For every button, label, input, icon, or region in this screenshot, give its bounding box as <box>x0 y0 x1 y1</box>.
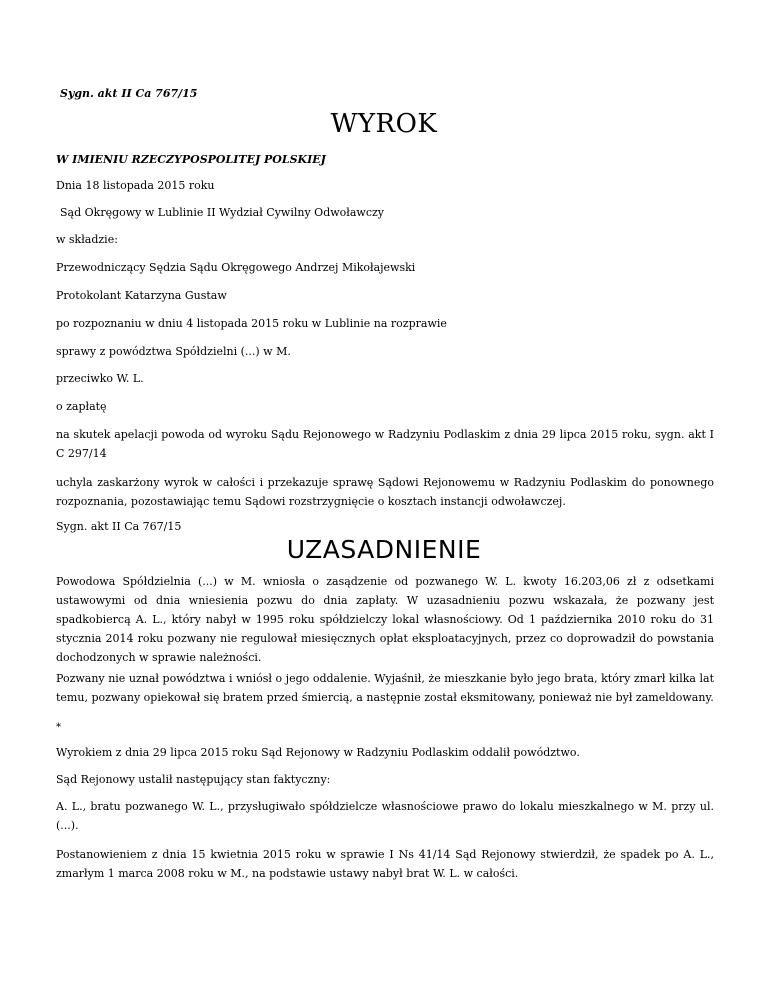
justification-paragraph: Postanowieniem z dnia 15 kwietnia 2015 roku w sprawie I Ns 41/14 Sąd Rejonowy stwierdził, że spadek po A. L., zmarłym 1 marca 2008 roku w M., na podstawie ustawy nabył brat W. L. w całości. <box>56 848 714 880</box>
court-name: Sąd Okręgowy w Lublinie II Wydział Cywilny Odwoławczy <box>60 206 384 219</box>
justification-paragraph: A. L., bratu pozwanego W. L., przysługiwało spółdzielcze własnościowe prawo do lokalu mieszkalnego w M. przy ul. (...). <box>56 800 714 832</box>
justification-paragraph: Powodowa Spółdzielnia (...) w M. wniosła o zasądzenie od pozwanego W. L. kwoty 16.203,06 zł z odsetkami ustawowymi od dnia wniesienia pozwu do dnia zapłaty. W uzasadnieniu pozwu wskazała, że pozwany jest spadkobiercą A. L., który nabył w 1995 roku spółdzielczy lokal własnościowy. Od 1 października 2010 roku do 31 stycznia 2014 roku pozwany nie regulował miesięcznych opłat eksploatacyjnych, przez co doprowadził do powstania dochodzonych w sprawie należności. <box>56 575 714 664</box>
ruling-text: uchyla zaskarżony wyrok w całości i przekazuje sprawę Sądowi Rejonowemu w Radzyniu Podlaskim do ponownego rozpoznania, pozostawiając temu Sądowi rozstrzygnięcie o kosztach instancji odwoławczej. <box>56 476 714 508</box>
verdict-title: WYROK <box>330 109 438 139</box>
clerk: Protokolant Katarzyna Gustaw <box>56 289 227 302</box>
case-signature-top: Sygn. akt II Ca 767/15 <box>60 87 198 100</box>
justification-paragraph: Pozwany nie uznał powództwa i wniósł o jego oddalenie. Wyjaśnił, że mieszkanie było jego brata, który zmarł kilka lat temu, pozwany opiekował się bratem przed śmiercią, a następnie został eksmitowany, ponieważ nie był zameldowany. <box>56 672 714 704</box>
justification-paragraph: Wyrokiem z dnia 29 lipca 2015 roku Sąd Rejonowy w Radzyniu Podlaskim oddalił powództwo. <box>56 746 580 759</box>
justification-title: UZASADNIENIE <box>286 535 482 564</box>
composition-label: w składzie: <box>56 233 118 246</box>
verdict-date: Dnia 18 listopada 2015 roku <box>56 179 215 192</box>
presiding-judge: Przewodniczący Sędzia Sądu Okręgowego Andrzej Mikołajewski <box>56 261 416 274</box>
justification-paragraph: Sąd Rejonowy ustalił następujący stan faktyczny: <box>56 773 331 786</box>
case-signature-justification: Sygn. akt II Ca 767/15 <box>56 520 182 533</box>
in-the-name-heading: W IMIENIU RZECZYPOSPOLITEJ POLSKIEJ <box>56 153 326 166</box>
case-plaintiff: sprawy z powództwa Spółdzielni (...) w M. <box>56 345 291 358</box>
hearing-info: po rozpoznaniu w dniu 4 listopada 2015 roku w Lublinie na rozprawie <box>56 317 447 330</box>
section-separator: * <box>56 722 61 733</box>
case-subject: o zapłatę <box>56 400 107 413</box>
appeal-info: na skutek apelacji powoda od wyroku Sądu Rejonowego w Radzyniu Podlaskim z dnia 29 lipca 2015 roku, sygn. akt I C 297/14 <box>56 428 714 460</box>
case-defendant: przeciwko W. L. <box>56 372 144 385</box>
